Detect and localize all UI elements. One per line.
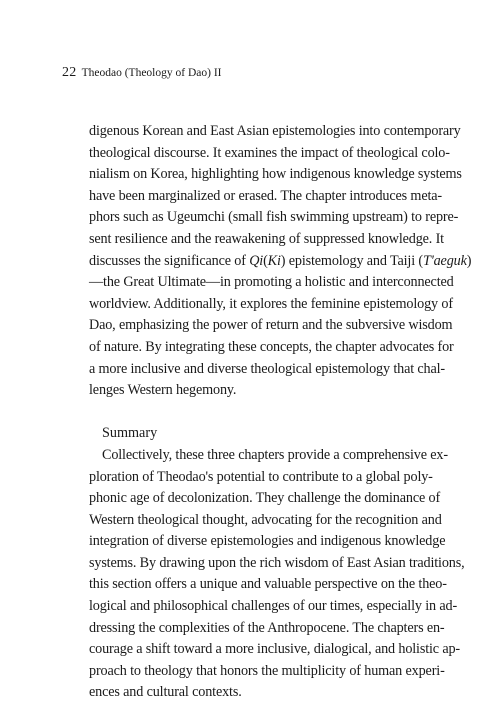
text-line: phors such as Ugeumchi (small fish swimming upstream) to repre- <box>89 209 459 226</box>
text-line: digenous Korean and East Asian epistemologies into contemporary <box>89 123 461 139</box>
text-line: phonic age of decolonization. They challenge the dominance of <box>89 490 441 507</box>
text-line: Dao, emphasizing the power of return and the subversive wisdom <box>89 317 453 334</box>
text-line: worldview. Additionally, it explores the feminine epistemology of <box>89 295 453 312</box>
text-line: Western theological thought, advocating for the recognition and <box>89 511 442 528</box>
text-segment: ( <box>263 252 268 269</box>
text-line: ences and cultural contexts. <box>89 684 242 701</box>
text-line: sent resilience and the reawakening of suppressed knowledge. It <box>89 230 444 247</box>
text-line: nialism on Korea, highlighting how indigenous knowledge systems <box>89 166 462 183</box>
text-line: —the Great Ultimate—in promoting a holistic and interconnected <box>89 274 454 291</box>
italic-term-ki: Ki <box>267 252 281 269</box>
text-line: systems. By drawing upon the rich wisdom of East Asian traditions, <box>89 554 465 571</box>
text-line: have been marginalized or erased. The chapter introduces meta- <box>89 187 442 204</box>
text-line: of nature. By integrating these concepts, the chapter advocates for <box>89 338 454 355</box>
text-line: a more inclusive and diverse theological epistemology that chal- <box>89 360 446 377</box>
body-text <box>89 121 472 704</box>
text-line: dressing the complexities of the Anthropocene. The chapters en- <box>89 619 445 636</box>
running-head <box>62 64 221 81</box>
page-number: 22 <box>62 65 77 80</box>
italic-term-qi: Qi <box>249 252 264 269</box>
text-segment: ) epistemology and Taiji ( <box>280 252 423 269</box>
text-line: proach to theology that honors the multiplicity of human experi- <box>89 662 445 679</box>
summary-heading: Summary <box>102 425 158 442</box>
text-line: Collectively, these three chapters provide a comprehensive ex- <box>102 446 448 463</box>
text-line-qi-taiji <box>89 251 472 273</box>
text-segment: discusses the significance of <box>89 252 250 269</box>
paragraph-summary <box>89 445 465 704</box>
italic-term-taeguk: T'aeguk <box>422 252 467 269</box>
text-line: courage a shift toward a more inclusive, dialogical, and holistic ap- <box>89 641 461 658</box>
text-line: ploration of Theodao's potential to contribute to a global poly- <box>89 468 433 485</box>
text-line: logical and philosophical challenges of our times, especially in ad- <box>89 598 458 615</box>
book-title: Theodao (Theology of Dao) II <box>81 67 222 79</box>
text-line: theological discourse. It examines the impact of theological colo- <box>89 144 450 161</box>
paragraph-chapter-summary <box>89 121 472 402</box>
text-segment: ) <box>466 252 472 269</box>
paragraph-gap <box>89 402 425 424</box>
text-line: this section offers a unique and valuable perspective on the theo- <box>89 576 447 593</box>
text-line: integration of diverse epistemologies and indigenous knowledge <box>89 533 446 550</box>
text-line: lenges Western hegemony. <box>89 382 237 399</box>
